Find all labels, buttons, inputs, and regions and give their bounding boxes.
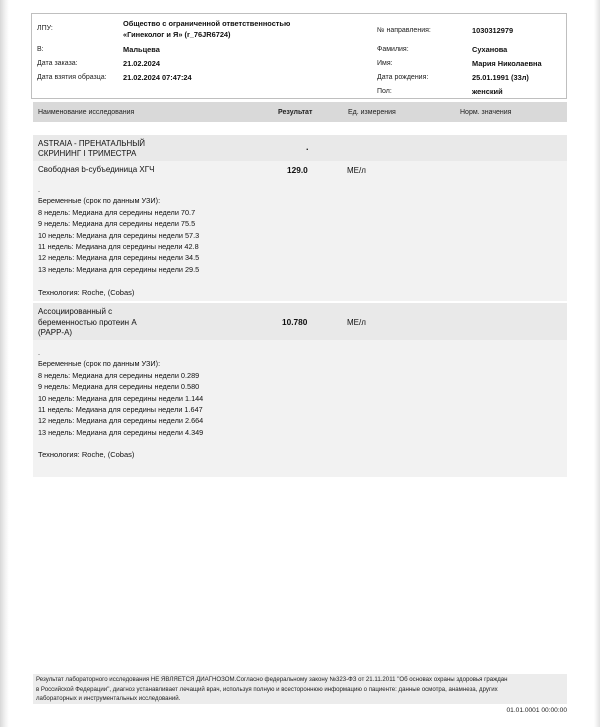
comment-line: .	[38, 185, 41, 194]
test-group-title	[38, 139, 145, 159]
test-name-line3: (PAPP-A)	[38, 328, 73, 338]
surname-label: Фамилия:	[377, 46, 409, 53]
order-date-value: 21.02.2024	[123, 59, 160, 68]
comment-line: 10 недель: Медиана для середины недели 57.3	[38, 230, 200, 240]
test-result: 129.0	[287, 165, 308, 175]
test-unit: МЕ/л	[347, 166, 366, 175]
name-label: Имя:	[377, 60, 393, 67]
disclaimer-line3: лабораторных и инструментальных исследований.	[36, 695, 181, 703]
doctor-label: В:	[37, 46, 44, 53]
page-left-edge-shadow	[0, 0, 9, 727]
lpu-value-line2: «Гинеколог и Я» (r_76JR6724)	[123, 30, 231, 39]
lpu-value-line1: Общество с ограниченной ответственностью	[123, 19, 291, 28]
reference-comment-papp-a	[38, 347, 203, 438]
doctor-value: Мальцева	[123, 45, 160, 54]
test-result: 10.780	[282, 317, 308, 327]
col-header-name: Наименование исследования	[38, 109, 135, 116]
surname-value: Суханова	[472, 45, 508, 54]
test-unit: МЕ/л	[347, 318, 366, 327]
technology-note-papp-a: Технология: Roche, (Cobas)	[38, 450, 135, 459]
comment-line: 8 недель: Медиана для середины недели 0.289	[38, 370, 200, 380]
result-row-papp-a	[33, 303, 567, 340]
sex-label: Пол:	[377, 88, 392, 95]
test-group-title-line2: СКРИНИНГ I ТРИМЕСТРА	[38, 149, 137, 158]
test-name-line1: Ассоциированный с	[38, 307, 113, 316]
birth-date-label: Дата рождения:	[377, 74, 429, 81]
document-timestamp: 01.01.0001 00:00:00	[506, 707, 567, 714]
order-date-label: Дата заказа:	[37, 60, 78, 67]
sample-date-value: 21.02.2024 07:47:24	[123, 73, 192, 82]
comment-line: 12 недель: Медиана для середины недели 2.664	[38, 416, 204, 426]
sex-value: женский	[472, 87, 503, 96]
comment-line: 9 недель: Медиана для середины недели 0.580	[38, 382, 200, 392]
comment-line: 10 недель: Медиана для середины недели 1.144	[38, 393, 204, 403]
test-name	[38, 307, 137, 339]
comment-line: 11 недель: Медиана для середины недели 1.647	[38, 405, 203, 415]
comment-line: Беременные (срок по данным УЗИ):	[38, 196, 161, 206]
referral-label: № направления:	[377, 27, 431, 34]
comment-line: Беременные (срок по данным УЗИ):	[38, 359, 161, 369]
test-group-title-line1: ASTRAIA - ПРЕНАТАЛЬНЫЙ	[38, 139, 146, 148]
birth-date-value: 25.01.1991 (33л)	[472, 73, 529, 82]
col-header-unit: Ед. измерения	[348, 109, 396, 116]
disclaimer-line1: Результат лабораторного исследования НЕ ЯВЛЯЕТСЯ ДИАГНОЗОМ.Согласно федеральному закону №323-ФЗ от 21.11.2011 "Об основах охраны здоровья граждан	[36, 676, 508, 683]
col-header-result: Результат	[278, 109, 313, 116]
test-name: Свободная b-субъединица ХГЧ	[38, 165, 155, 174]
comment-line: 11 недель: Медиана для середины недели 42.8	[38, 242, 199, 252]
name-value: Мария Николаевна	[472, 59, 542, 68]
comment-line: .	[38, 348, 41, 357]
col-header-norm: Норм. значения	[460, 109, 512, 116]
test-name-line2: беременностью протеин А	[38, 317, 137, 327]
comment-line: 12 недель: Медиана для середины недели 34.5	[38, 253, 200, 263]
page-right-edge-shadow	[594, 0, 600, 727]
comment-line: 9 недель: Медиана для середины недели 75.5	[38, 219, 196, 229]
referral-value: 1030312979	[472, 26, 514, 35]
lpu-label: ЛПУ:	[37, 25, 53, 32]
test-group-result: .	[306, 142, 309, 152]
test-group-title-row	[33, 135, 567, 161]
results-table-header	[33, 102, 567, 122]
comment-line: 13 недель: Медиана для середины недели 4.349	[38, 427, 204, 437]
disclaimer-note	[33, 674, 567, 704]
comment-line: 8 недель: Медиана для середины недели 70.7	[38, 207, 196, 217]
technology-note-hcg: Технология: Roche, (Cobas)	[38, 288, 135, 297]
reference-comment-hcg	[38, 184, 199, 275]
sample-date-label: Дата взятия образца:	[37, 74, 107, 81]
disclaimer-line2: в Российской Федерации", диагноз устанавливает лечащий врач, используя полную и всестороннюю информацию о пациенте: данные осмотра, анамнеза, других	[36, 685, 498, 693]
comment-line: 13 недель: Медиана для середины недели 29.5	[38, 264, 200, 274]
